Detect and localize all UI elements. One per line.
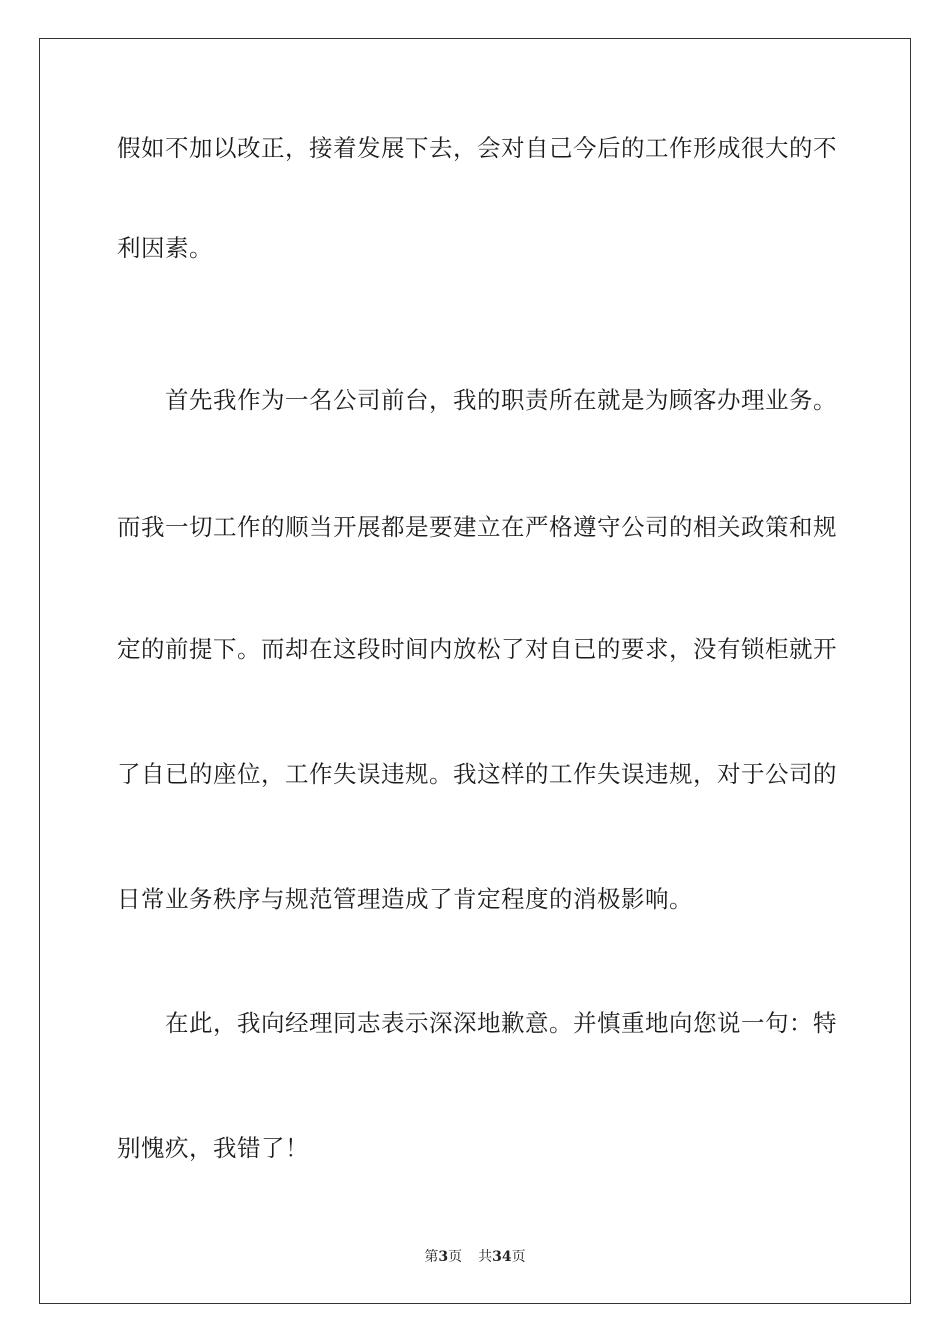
page-footer: [0, 1248, 950, 1266]
page-frame: [39, 38, 911, 1304]
body-text-line: 假如不加以改正，接着发展下去，会对自己今后的工作形成很大的不: [117, 134, 837, 162]
page-suffix: 页: [448, 1249, 463, 1265]
total-pages: 34: [492, 1249, 512, 1265]
page-number: 3: [438, 1249, 449, 1265]
total-prefix: 共: [478, 1249, 493, 1265]
paragraph-start-line: 在此，我向经理同志表示深深地歉意。并慎重地向您说一句：特: [165, 1009, 837, 1037]
body-text-line: 别愧疚，我错了！: [117, 1134, 309, 1162]
body-text-line: 利因素。: [117, 234, 213, 262]
total-suffix: 页: [511, 1249, 526, 1265]
body-text-line: 定的前提下。而却在这段时间内放松了对自已的要求，没有锁柜就开: [117, 635, 837, 663]
paragraph-start-line: 首先我作为一名公司前台，我的职责所在就是为顾客办理业务。: [165, 386, 837, 414]
page-prefix: 第: [424, 1249, 439, 1265]
body-text-line: 而我一切工作的顺当开展都是要建立在严格遵守公司的相关政策和规: [117, 513, 837, 541]
body-text-line: 日常业务秩序与规范管理造成了肯定程度的消极影响。: [117, 885, 693, 913]
body-text-line: 了自已的座位，工作失误违规。我这样的工作失误违规，对于公司的: [117, 760, 837, 788]
